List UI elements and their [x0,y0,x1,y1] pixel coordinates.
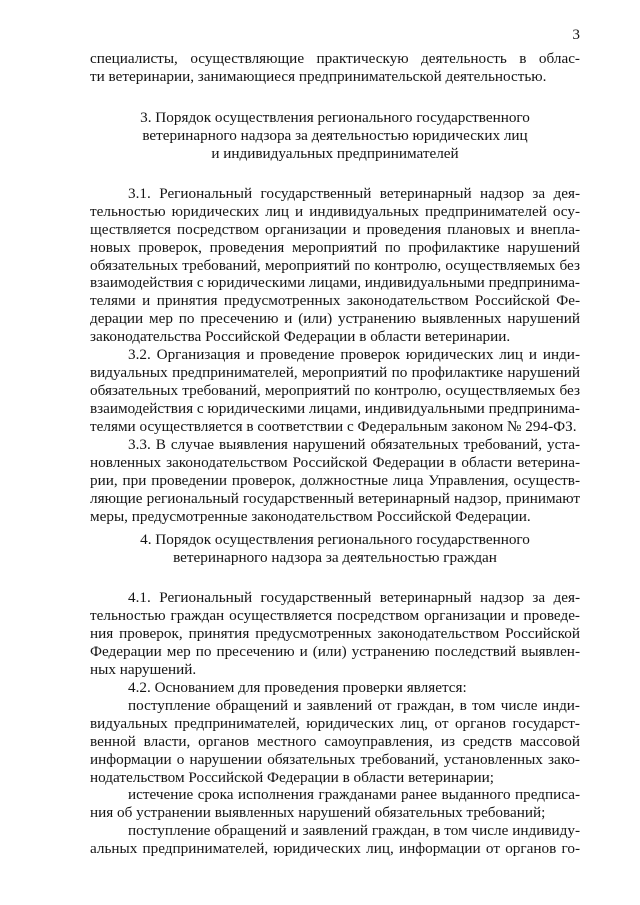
list-item [90,822,580,858]
text-line: специалисты, осуществляющие практическую деятельность в облас- [90,50,580,67]
text-line: телями осуществляется в соответствии с Федеральным законом № 294-ФЗ. [90,417,577,435]
text-line: взаимодействия с юридическими лицами, индивидуальными предпринима- [90,399,580,417]
intro-paragraph [90,50,580,86]
section-3-heading [90,109,580,163]
heading-line: 4. Порядок осуществления регионального государственного [140,531,530,548]
text-line: видуальных предпринимателей, юридических лиц, от органов государст- [90,714,580,732]
text-line: телями и принятия предусмотренных законодательством Российской Фе- [90,292,580,310]
text-line: тельностью юридических лиц и индивидуальных предпринимателей осу- [90,202,580,220]
text-line: ляющие региональный государственный ветеринарный надзор, принимают [90,489,580,507]
list-item [90,786,580,822]
text-line: видуальных предпринимателей, мероприятий по профилактике нарушений [90,363,580,381]
heading-line: ветеринарного надзора за деятельностью граждан [173,548,497,566]
text-line: альных предпринимателей, юридических лиц, информации от органов го- [90,839,580,857]
text-line: 3.3. В случае выявления нарушений обязательных требований, уста- [128,436,580,453]
text-line: обязательных требований, мероприятий по контролю, осуществляемых без [90,381,580,399]
text-line: новленных законодательством Российской Федерации в области ветерина- [90,453,580,471]
list-item [90,697,580,786]
text-line: ния проверок, принятия предусмотренных законодательством Российской [90,624,580,642]
text-line: 3.2. Организация и проведение проверок юридических лиц и инди- [128,346,580,363]
paragraph-3-2 [90,346,580,435]
text-line: поступление обращений и заявлений от граждан, в том числе инди- [128,697,580,714]
text-line: венной власти, органов местного самоуправления, из средств массовой [90,732,580,750]
heading-line: и индивидуальных предпринимателей [211,144,459,162]
text-line: рии, при проведении проверок, должностные лица Управления, осуществ- [90,471,580,489]
text-line: новых проверок, проведения мероприятий по профилактике нарушений [90,238,580,256]
text-line: нодательством Российской Федерации в области ветеринарии; [90,768,494,786]
text-line: взаимодействия с юридическими лицами, индивидуальными предпринима- [90,274,580,292]
paragraph-4-2 [90,679,580,697]
paragraph-4-1 [90,589,580,678]
heading-line: 3. Порядок осуществления регионального государственного [140,109,530,126]
text-line: ния об устранении выявленных нарушений обязательных требований; [90,803,546,821]
text-line: обязательных требований, мероприятий по контролю, осуществляемых без [90,256,580,274]
text-line: Федерации мер по пресечению и (или) устранению последствий выявлен- [90,642,580,660]
text-line: 4.1. Региональный государственный ветеринарный надзор за дея- [128,589,580,606]
text-line: поступление обращений и заявлений граждан, в том числе индивиду- [128,822,580,839]
paragraph-3-1 [90,185,580,346]
text-line: тельностью граждан осуществляется посредством организации и проведе- [90,606,580,624]
text-line: ществляется посредством организации и проведения плановых и внепла- [90,220,580,238]
paragraph-3-3 [90,436,580,525]
heading-line: ветеринарного надзора за деятельностью юридических лиц [142,126,528,144]
text-line: 4.2. Основанием для проведения проверки является: [128,679,467,696]
text-line: ных нарушений. [90,660,197,678]
text-line: 3.1. Региональный государственный ветеринарный надзор за дея- [128,185,580,202]
text-line: законодательства Российской Федерации в области ветеринарии. [90,328,511,346]
text-line: ти ветеринарии, занимающиеся предпринимательской деятельностью. [90,67,547,85]
text-line: меры, предусмотренные законодательством Российской Федерации. [90,507,531,525]
text-line: информации о нарушении обязательных требований, установленных зако- [90,750,580,768]
text-line: истечение срока исполнения гражданами ранее выданного предписа- [128,786,580,803]
text-line: дерации мер по пресечению и (или) устранению выявленных нарушений [90,310,580,328]
page-number: 3 [572,26,580,43]
section-4-heading [90,531,580,567]
